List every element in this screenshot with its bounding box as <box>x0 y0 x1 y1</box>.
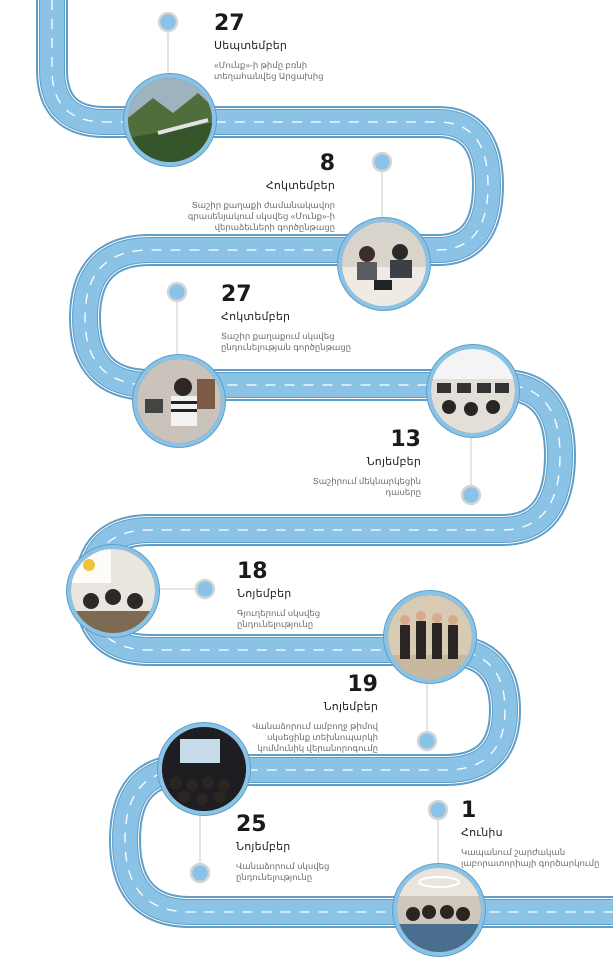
event-description: Գյուղերում սկսվեց ընդունելությունը <box>237 608 321 629</box>
event-description: Վանաձորում սկսվեց ընդունելությունը <box>236 861 330 882</box>
event-day: 1 <box>461 798 477 823</box>
event-description: Տաշիրում մեկնարկեցին դասերը <box>312 476 421 497</box>
timeline-dot <box>159 13 177 31</box>
event-month: Նոյեմբեր <box>236 841 291 853</box>
event-1 <box>214 12 324 82</box>
event-day: 25 <box>236 812 267 837</box>
photo-lab-group <box>393 864 485 956</box>
event-description: Վանաձորում ամբողջ թիմով սկսեցինք տեխնոպարկի կոմմունիկ վերանորոգումը <box>252 721 378 753</box>
event-month: Նոյեմբեր <box>237 588 292 600</box>
event-description: Տաշիր քաղաքի ժամանակավոր գրասենյակում սկսվեց «Մունք»-ի վերաձեւների գործընթացը <box>187 200 335 232</box>
event-month: Հոկտեմբեր <box>265 180 335 192</box>
event-month: Նոյեմբեր <box>323 701 378 713</box>
event-month: Հունիս <box>461 827 503 839</box>
event-day: 13 <box>390 427 421 452</box>
photo-office-meeting <box>338 218 430 310</box>
photo-kids-classroom <box>67 545 159 637</box>
timeline-dot <box>168 283 186 301</box>
event-day: 19 <box>347 672 378 697</box>
event-day: 8 <box>319 151 335 176</box>
event-8 <box>461 799 599 869</box>
event-6 <box>252 673 378 754</box>
event-2 <box>188 152 335 233</box>
timeline-dot <box>429 801 447 819</box>
event-description: Կապանում շարժական լաբորատորիայի գործարկումը <box>461 847 600 868</box>
event-month: Նոյեմբեր <box>366 456 421 468</box>
timeline-dot <box>373 153 391 171</box>
timeline-dot <box>418 732 436 750</box>
event-3 <box>221 283 351 353</box>
event-7 <box>236 813 329 883</box>
photo-auditorium <box>158 723 250 815</box>
timeline-dot <box>462 486 480 504</box>
event-description: Տաշիր քաղաքում սկսվեց ընդունելության գործընթացը <box>221 331 352 352</box>
event-day: 18 <box>237 559 268 584</box>
event-5 <box>237 560 320 630</box>
timeline-dot <box>191 864 209 882</box>
timeline-dot <box>196 580 214 598</box>
event-4 <box>313 428 421 498</box>
event-day: 27 <box>214 11 245 36</box>
event-month: Սեպտեմբեր <box>214 40 288 52</box>
event-day: 27 <box>221 282 252 307</box>
photo-computer-class <box>427 345 519 437</box>
photo-group-renovation <box>384 591 476 683</box>
event-description: «Մունք»-ի թիմը բռնի տեղահանվեց Արցախից <box>214 60 324 81</box>
event-month: Հոկտեմբեր <box>221 311 291 323</box>
photo-classroom-laptop <box>133 355 225 447</box>
